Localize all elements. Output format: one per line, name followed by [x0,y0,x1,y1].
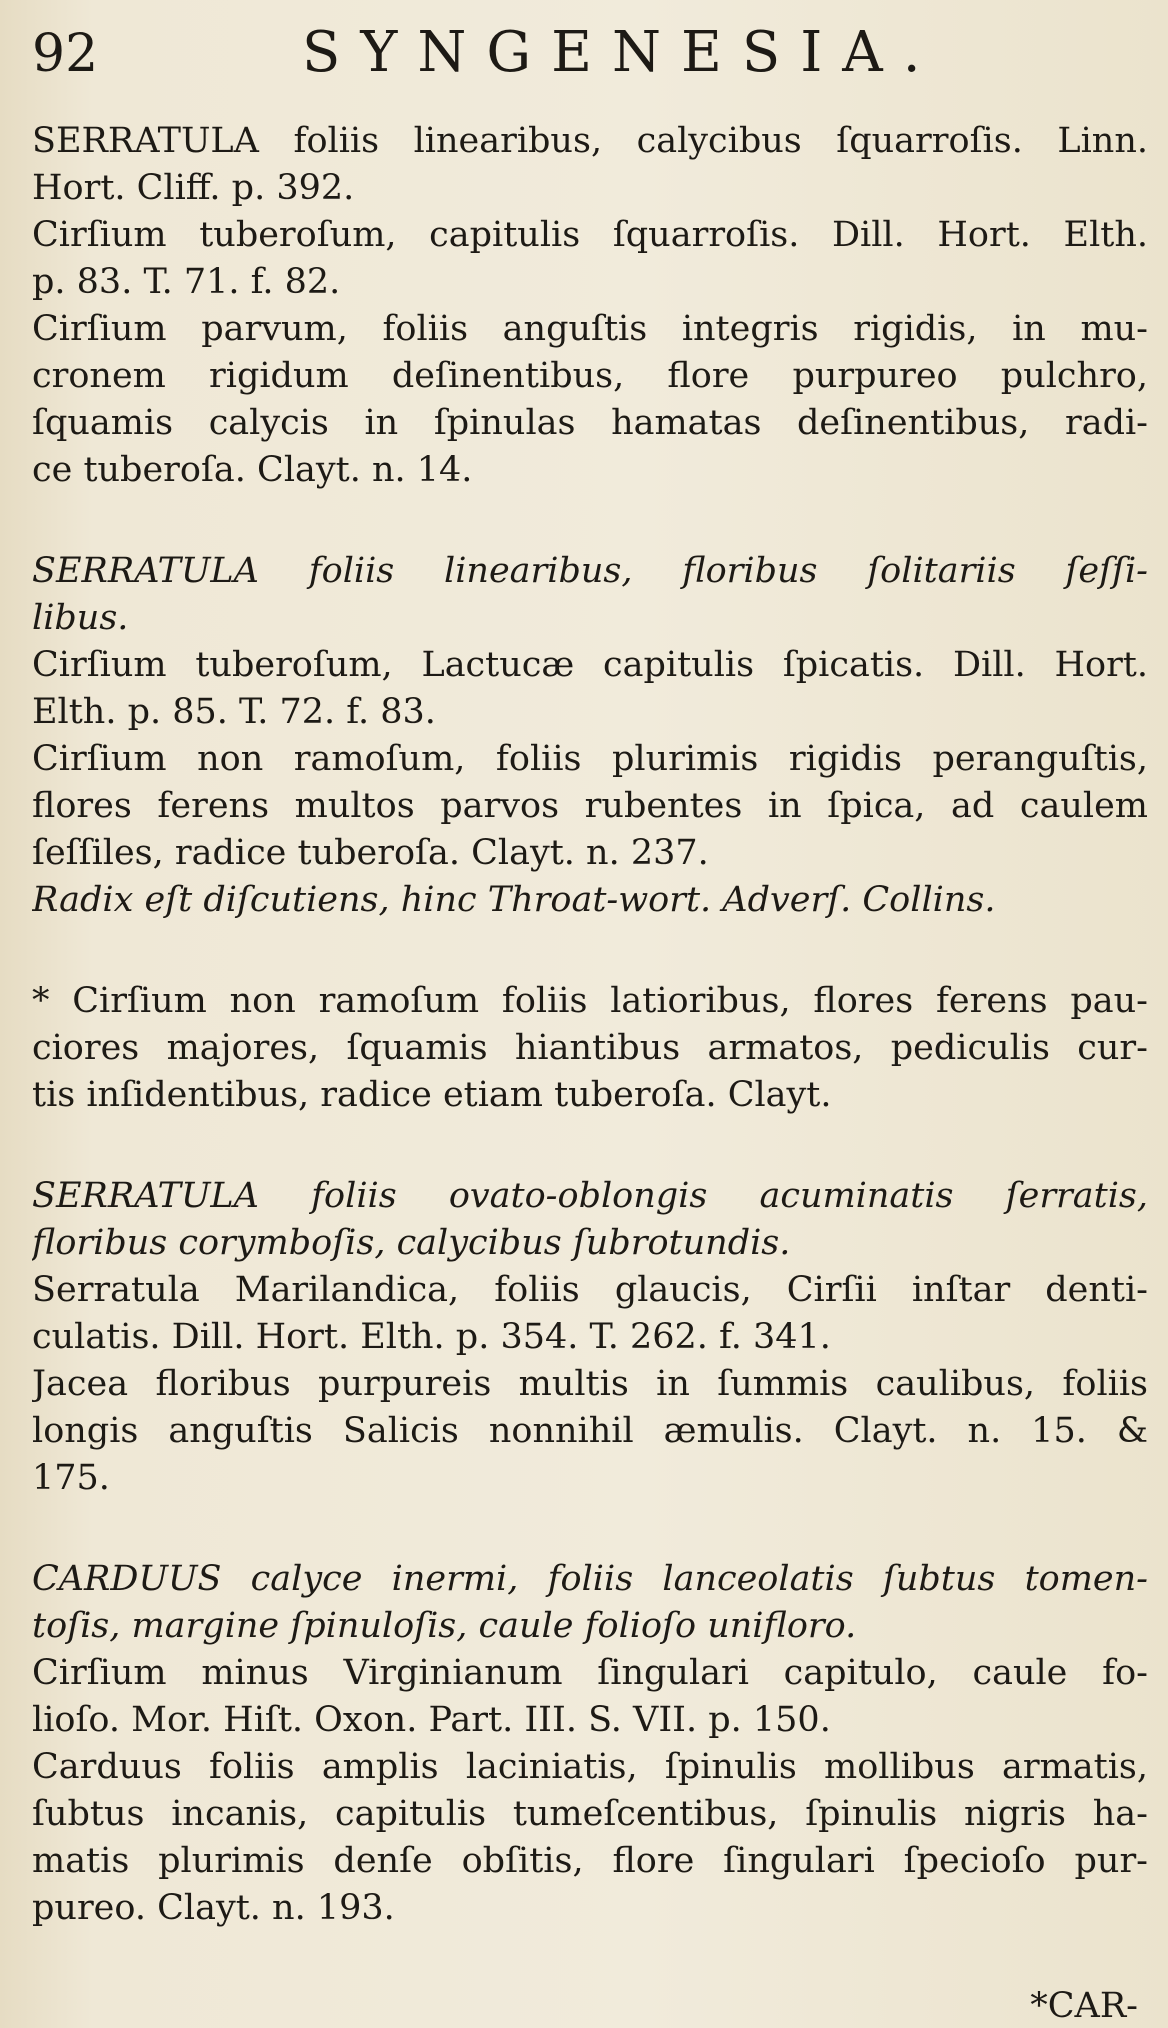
text-line: libus. [32,598,129,638]
text-line: SERRATULA foliis linearibus, calycibus ſquarroſis. Linn. [32,121,1148,161]
text-line: Cirſium minus Virginianum ſingulari capitulo, caule fo- [32,1653,1148,1693]
text-line: SERRATULA foliis linearibus, floribus ſolitariis ſeſſi- [32,551,1148,591]
text-line: ſquamis calycis in ſpinulas hamatas deſinentibus, radi- [32,403,1148,443]
running-title: SYNGENESIA. [302,20,941,85]
entry-serratula-3 [32,1173,1148,1502]
text-line: tis inſidentibus, radice etiam tuberoſa. Clayt. [32,1075,832,1115]
text-line: culatis. Dill. Hort. Elth. p. 354. T. 262. f. 341. [32,1317,831,1357]
text-line: Cirſium non ramoſum, foliis plurimis rigidis peranguſtis, [32,739,1148,779]
text-line: CARDUUS calyce inermi, foliis lanceolatis ſubtus tomen- [32,1559,1148,1599]
text-line: Serratula Marilandica, foliis glaucis, Cirſii inſtar denti- [32,1270,1148,1310]
text-line: * Cirſium non ramoſum foliis latioribus, flores ferens pau- [32,981,1148,1021]
page-number: 92 [32,24,99,84]
text-line: Carduus foliis amplis laciniatis, ſpinulis mollibus armatis, [32,1747,1148,1787]
text-line: flores ferens multos parvos rubentes in ſpica, ad caulem [32,786,1148,826]
entry-cirsium-note [32,978,1148,1119]
text-line: Cirſium tuberoſum, capitulis ſquarroſis. Dill. Hort. Elth. [32,215,1148,255]
entry-serratula-1 [32,118,1148,494]
text-line: p. 83. T. 71. f. 82. [32,262,341,302]
text-line: 175. [32,1458,110,1498]
entry-carduus [32,1556,1148,1932]
entry-serratula-2 [32,548,1148,924]
text-line: cronem rigidum deſinentibus, flore purpureo pulchro, [32,356,1148,396]
text-line: ſubtus incanis, capitulis tumeſcentibus, ſpinulis nigris ha- [32,1794,1148,1834]
text-line: Radix eſt diſcutiens, hinc Throat-wort. Adverſ. Collins. [32,880,996,920]
text-line: pureo. Clayt. n. 193. [32,1888,395,1928]
text-line: matis plurimis denſe obſitis, flore ſingulari ſpecioſo pur- [32,1841,1148,1881]
text-line: SERRATULA foliis ovato-oblongis acuminatis ſerratis, [32,1176,1148,1216]
text-line: Elth. p. 85. T. 72. f. 83. [32,692,436,732]
text-line: Cirſium tuberoſum, Lactucæ capitulis ſpicatis. Dill. Hort. [32,645,1148,685]
text-line: floribus corymboſis, calycibus ſubrotundis. [32,1223,791,1263]
text-line: ſeſſiles, radice tuberoſa. Clayt. n. 237. [32,833,709,873]
text-line: ce tuberoſa. Clayt. n. 14. [32,450,473,490]
page-header [32,20,1148,118]
text-line: Jacea floribus purpureis multis in ſummis caulibus, foliis [32,1364,1148,1404]
text-line: lioſo. Mor. Hiſt. Oxon. Part. III. S. VII. p. 150. [32,1700,831,1740]
catchword: *CAR- [1030,1986,1138,2026]
text-line: ciores majores, ſquamis hiantibus armatos, pediculis cur- [32,1028,1148,1068]
text-line: toſis, margine ſpinuloſis, caule folioſo unifloro. [32,1606,857,1646]
text-line: Cirſium parvum, foliis anguſtis integris rigidis, in mu- [32,309,1148,349]
text-line: Hort. Cliff. p. 392. [32,168,355,208]
text-line: longis anguſtis Salicis nonnihil æmulis. Clayt. n. 15. & [32,1411,1148,1451]
